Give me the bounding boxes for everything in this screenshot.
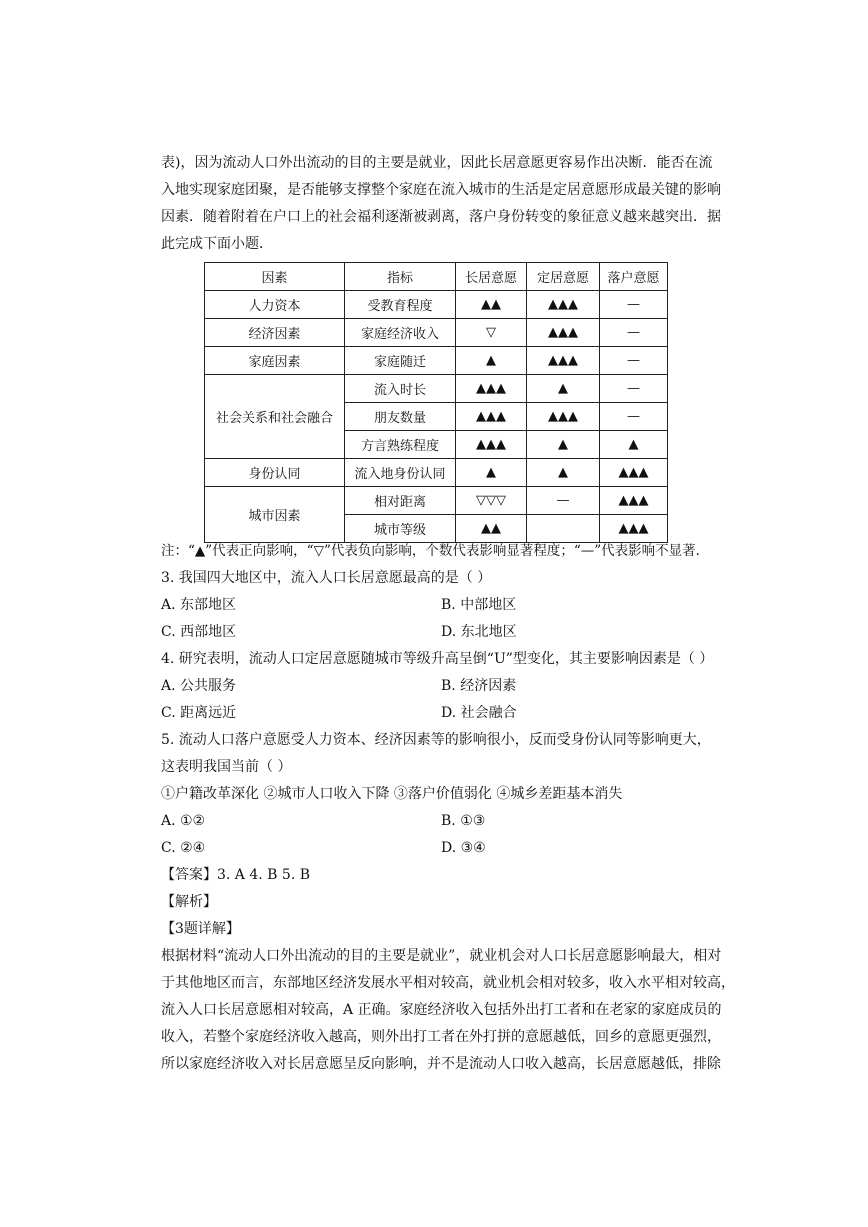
header-cell: 定居意愿 (527, 263, 600, 291)
detail-label: 【3题详解】 (161, 921, 240, 937)
table-row (205, 347, 668, 375)
table-row (205, 459, 668, 487)
question-5-stem: 5. 流动人口落户意愿受人力资本、经济因素等的影响很小，反而受身份认同等影响更大， (161, 732, 711, 748)
value-cell: ▲▲▲ (527, 347, 600, 375)
factor-cell: 人力资本 (205, 291, 345, 319)
value-cell: ▲▲ (456, 291, 527, 319)
question-3-stem: 3. 我国四大地区中，流入人口长居意愿最高的是（ ） (161, 570, 492, 586)
q5-option-d: D. ③④ (441, 840, 486, 856)
table-note: 注：“▲”代表正向影响，“▽”代表负向影响，个数代表影响显著程度；“—”代表影响不显著． (161, 543, 710, 559)
indicator-cell: 流入时长 (345, 375, 456, 403)
q5-option-a: A. ①② (161, 813, 206, 829)
factor-cell: 城市因素 (205, 487, 345, 543)
intro-line: 表)，因为流动人口外出流动的目的主要是就业，因此长居意愿更容易作出决断．能否在流 (161, 155, 713, 171)
factor-cell: 身份认同 (205, 459, 345, 487)
value-cell: — (600, 375, 668, 403)
question-5-items: ①户籍改革深化 ②城市人口收入下降 ③落户价值弱化 ④城乡差距基本消失 (161, 786, 623, 802)
q5-option-c: C. ②④ (161, 840, 206, 856)
header-cell: 长居意愿 (456, 263, 527, 291)
value-cell: ▲ (456, 347, 527, 375)
value-cell: ▲ (527, 375, 600, 403)
q4-option-d: D. 社会融合 (441, 705, 517, 721)
value-cell: — (527, 487, 600, 515)
value-cell: ▲ (527, 431, 600, 459)
indicator-cell: 城市等级 (345, 515, 456, 543)
header-cell: 指标 (345, 263, 456, 291)
value-cell: ▲▲▲ (456, 403, 527, 431)
intro-line: 入地实现家庭团聚，是否能够支撑整个家庭在流入城市的生活是定居意愿形成最关键的影响 (161, 182, 721, 198)
header-cell: 因素 (205, 263, 345, 291)
header-cell: 落户意愿 (600, 263, 668, 291)
q3-option-c: C. 西部地区 (161, 624, 237, 640)
value-cell: ▲▲▲ (600, 515, 668, 543)
value-cell: ▲▲▲ (600, 459, 668, 487)
q3-option-b: B. 中部地区 (441, 597, 517, 613)
table-row (205, 487, 668, 515)
intro-line: 此完成下面小题． (161, 236, 273, 252)
q5-option-b: B. ①③ (441, 813, 486, 829)
value-cell: ▲▲▲ (456, 431, 527, 459)
value-cell: — (600, 403, 668, 431)
value-cell: ▽ (456, 319, 527, 347)
indicator-cell: 流入地身份认同 (345, 459, 456, 487)
explanation-line: 所以家庭经济收入对长居意愿呈反向影响，并不是流动人口收入越高，长居意愿越低，排除 (161, 1056, 721, 1072)
value-cell: ▲▲ (456, 515, 527, 543)
indicator-cell: 家庭经济收入 (345, 319, 456, 347)
analysis-label: 【解析】 (161, 894, 217, 910)
value-cell: ▲ (456, 459, 527, 487)
explanation-line: 收入，若整个家庭经济收入越高，则外出打工者在外打拼的意愿越低，回乡的意愿更强烈， (161, 1029, 721, 1045)
value-cell: — (600, 347, 668, 375)
value-cell (527, 515, 600, 543)
explanation-line: 于其他地区而言，东部地区经济发展水平相对较高，就业机会相对较多，收入水平相对较高， (161, 975, 735, 991)
table-row (205, 375, 668, 403)
question-4-stem: 4. 研究表明，流动人口定居意愿随城市等级升高呈倒“U”型变化，其主要影响因素是（ ） (161, 651, 714, 667)
explanation-line: 流入人口长居意愿相对较高，A 正确。家庭经济收入包括外出打工者和在老家的家庭成员的 (161, 1002, 722, 1018)
indicator-cell: 受教育程度 (345, 291, 456, 319)
factor-cell: 社会关系和社会融合 (205, 375, 345, 459)
answer-line: 【答案】3. A 4. B 5. B (161, 867, 311, 883)
value-cell: ▲▲▲ (600, 487, 668, 515)
question-5-stem: 这表明我国当前（ ） (161, 759, 292, 775)
indicator-cell: 相对距离 (345, 487, 456, 515)
q4-option-c: C. 距离远近 (161, 705, 237, 721)
indicator-cell: 朋友数量 (345, 403, 456, 431)
value-cell: — (600, 291, 668, 319)
q3-option-a: A. 东部地区 (161, 597, 237, 613)
table-row (205, 291, 668, 319)
value-cell: ▲ (600, 431, 668, 459)
q4-option-a: A. 公共服务 (161, 678, 237, 694)
influence-table (204, 262, 668, 543)
value-cell: — (600, 319, 668, 347)
intro-line: 因素．随着附着在户口上的社会福利逐渐被剥离，落户身份转变的象征意义越来越突出．据 (161, 209, 721, 225)
value-cell: ▲▲▲ (527, 403, 600, 431)
indicator-cell: 方言熟练程度 (345, 431, 456, 459)
value-cell: ▲▲▲ (527, 319, 600, 347)
table-row (205, 319, 668, 347)
table-header-row (205, 263, 668, 291)
factor-cell: 家庭因素 (205, 347, 345, 375)
value-cell: ▲▲▲ (456, 375, 527, 403)
explanation-line: 根据材料“流动人口外出流动的目的主要是就业”，就业机会对人口长居意愿影响最大，相对 (161, 948, 722, 964)
value-cell: ▲ (527, 459, 600, 487)
value-cell: ▽▽▽ (456, 487, 527, 515)
value-cell: ▲▲▲ (527, 291, 600, 319)
q3-option-d: D. 东北地区 (441, 624, 517, 640)
factor-cell: 经济因素 (205, 319, 345, 347)
indicator-cell: 家庭随迁 (345, 347, 456, 375)
q4-option-b: B. 经济因素 (441, 678, 517, 694)
